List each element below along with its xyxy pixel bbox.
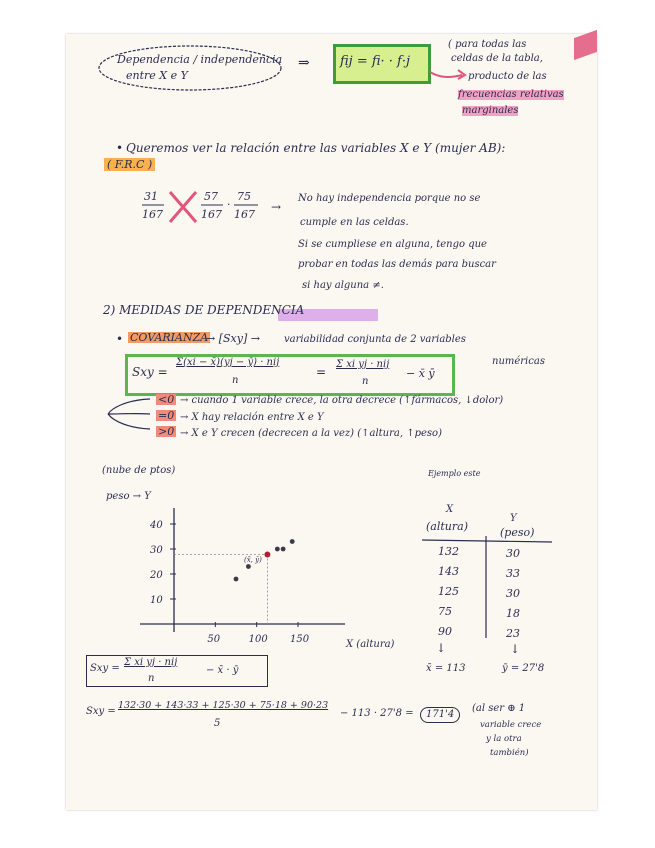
- small-formula-tail: − x̄ · ȳ: [206, 665, 239, 676]
- case1-tag: <0: [158, 393, 175, 406]
- formula-lhs: Sxy =: [132, 365, 168, 379]
- case-brace: [100, 392, 160, 438]
- table-cell-altura: 75: [438, 605, 452, 618]
- scatter-point: [290, 539, 295, 544]
- calc-num: 132·30 + 143·33 + 125·30 + 75·18 + 90·23: [118, 700, 329, 711]
- y-tick-label: 30: [150, 545, 163, 556]
- bottom-note-line2: variable crece: [480, 720, 542, 730]
- implies-arrow: ⇒: [298, 55, 310, 71]
- covarianza-desc2: numéricas: [492, 356, 545, 367]
- formula-eq: =: [316, 365, 327, 379]
- formula-tail: − x̄ ȳ: [406, 367, 435, 380]
- case2-tag: =0: [158, 409, 175, 422]
- x-tick-label: 50: [207, 634, 221, 645]
- chart-ylabel: peso → Y: [106, 491, 151, 502]
- scatter-point: [281, 547, 286, 552]
- result-line1: No hay independencia porque no se: [298, 193, 481, 204]
- small-formula-num: Σ xi yj · nij: [124, 657, 178, 668]
- small-formula-lhs: Sxy =: [90, 663, 120, 674]
- chart-title: (nube de ptos): [102, 465, 176, 476]
- mean-label: (x̄, ȳ): [244, 556, 262, 564]
- table-cell-peso: 30: [506, 547, 520, 560]
- x-tick-label: 150: [290, 634, 310, 645]
- table-cell-altura: 143: [438, 565, 459, 578]
- svg-text:31: 31: [144, 190, 158, 203]
- covarianza-arrow: → [Sxy] →: [206, 332, 260, 345]
- scatter-point: [275, 547, 280, 552]
- bullet-dot: •: [116, 141, 124, 155]
- table-cell-peso: 30: [506, 587, 520, 600]
- bullet-dot-2: •: [116, 332, 124, 346]
- bottom-note-line4: también): [490, 748, 529, 758]
- oval-text-line2: entre X e Y: [126, 69, 188, 82]
- scatter-plot: [120, 500, 350, 650]
- x-tick-label: 100: [248, 634, 268, 645]
- top-note-line4: frecuencias relativas: [458, 89, 564, 100]
- frc-tag: ( F.R.C ): [104, 158, 155, 171]
- covarianza-tag: COVARIANZA: [130, 331, 209, 344]
- oval-outline: [96, 42, 284, 94]
- fractions-group: [140, 186, 270, 230]
- calc-tail: − 113 · 27'8 =: [340, 708, 414, 719]
- y-tick-label: 20: [150, 570, 163, 581]
- case3-tag: >0: [158, 425, 175, 438]
- svg-text:167: 167: [201, 208, 222, 221]
- independence-formula: fij = fi· · f·j: [340, 54, 411, 69]
- calc-lhs: Sxy =: [86, 706, 116, 717]
- relation-sentence: Queremos ver la relación entre las variables X e Y (mujer AB):: [126, 141, 506, 155]
- table-cell-altura: 90: [438, 625, 452, 638]
- chart-xlabel: X (altura): [346, 639, 395, 650]
- calc-den: 5: [214, 718, 221, 729]
- xbar-value: x̄ = 113: [426, 663, 466, 674]
- case1-text: → cuando 1 variable crece, la otra decrece (↑fármacos, ↓dolor): [180, 395, 504, 406]
- scatter-point: [234, 577, 239, 582]
- result-line3: Si se cumpliese en alguna, tengo que: [298, 239, 487, 250]
- pink-arrow-icon: [428, 66, 468, 82]
- mean-point: [264, 552, 270, 558]
- case2-text: → X hay relación entre X e Y: [180, 412, 324, 423]
- covarianza-desc1: variabilidad conjunta de 2 variables: [284, 334, 466, 345]
- formula-frac2-num: Σ xi yj · nij: [336, 359, 390, 370]
- table-col1-header: (altura): [426, 520, 468, 533]
- case3-text: → X e Y crecen (decrecen a la vez) (↑altura, ↑peso): [180, 428, 442, 439]
- table-cell-peso: 33: [506, 567, 520, 580]
- table-cell-peso: 23: [506, 627, 520, 640]
- top-note-line5: marginales: [462, 105, 519, 116]
- calc-result: 171'4: [420, 707, 460, 723]
- formula-frac2-den: n: [362, 376, 369, 387]
- small-formula-den: n: [148, 673, 155, 684]
- table-col2-top: Y: [510, 513, 517, 524]
- result-line2: cumple en las celdas.: [300, 217, 409, 228]
- result-line5: si hay alguna ≠.: [302, 280, 384, 291]
- bottom-note-line1: (al ser ⊕ 1: [472, 703, 526, 714]
- result-line4: probar en todas las demás para buscar: [298, 259, 496, 270]
- table-col2-header: (peso): [500, 526, 535, 539]
- xbar-arrow: ↓: [436, 641, 447, 655]
- formula-frac1-num: Σ(xi − x̄)(yj − ȳ) · nij: [176, 357, 280, 368]
- table-cell-peso: 18: [506, 607, 520, 620]
- section2-title: 2) MEDIDAS DE DEPENDENCIA: [103, 303, 305, 317]
- oval-text-line1: Dependencia / independencia: [117, 53, 283, 66]
- ybar-arrow: ↓: [510, 642, 521, 656]
- top-note-line1: ( para todas las: [448, 39, 527, 50]
- table-cell-altura: 132: [438, 545, 459, 558]
- svg-text:·: ·: [227, 198, 231, 211]
- y-tick-label: 40: [150, 520, 163, 531]
- scatter-point: [246, 564, 251, 569]
- fractions-arrow: →: [271, 200, 282, 214]
- svg-text:167: 167: [142, 208, 163, 221]
- top-note-line2: celdas de la tabla,: [451, 53, 543, 64]
- bottom-note-line3: y la otra: [486, 734, 522, 744]
- y-tick-label: 10: [150, 595, 163, 606]
- table-cell-altura: 125: [438, 585, 459, 598]
- top-note-line3: producto de las: [468, 71, 547, 82]
- table-col1-top: X: [446, 504, 454, 515]
- ybar-value: ȳ = 27'8: [502, 663, 545, 674]
- example-note: Ejemplo este: [428, 469, 481, 478]
- svg-text:167: 167: [234, 208, 255, 221]
- svg-text:75: 75: [237, 190, 251, 203]
- formula-frac1-den: n: [232, 375, 239, 386]
- svg-text:57: 57: [204, 190, 218, 203]
